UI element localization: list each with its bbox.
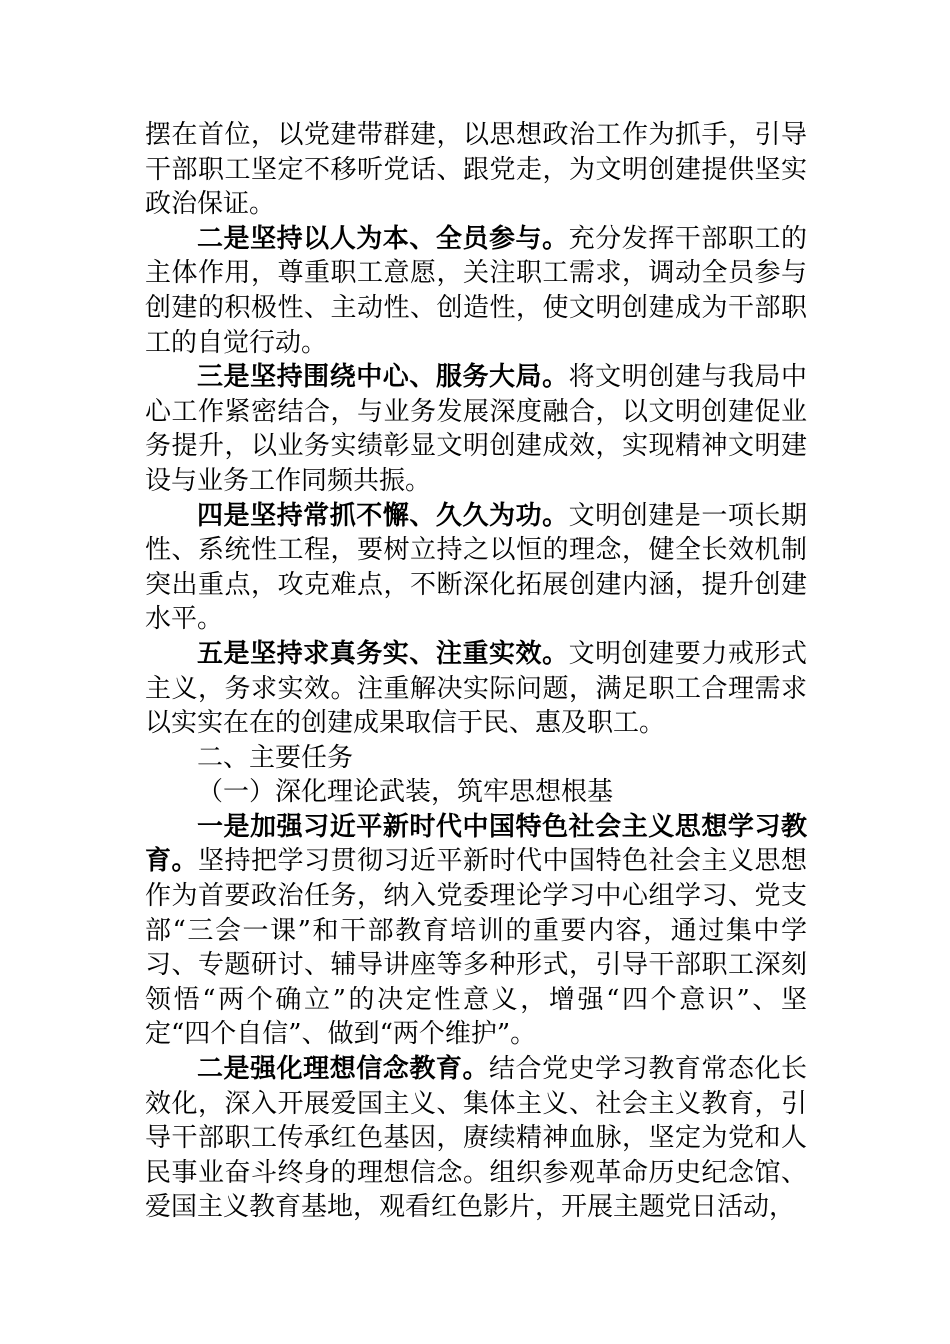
paragraph-lead: 三是坚持围绕中心、服务大局。 xyxy=(197,362,569,393)
paragraph-text: 文明创建是一项长期性、系统性工程，要树立持之以恒的理念，健全长效机制突出重点，攻克难点，不断深化拓展创建内涵，提升创建水平。 xyxy=(145,500,807,635)
paragraph-text: 充分发挥干部职工的主体作用，尊重职工意愿，关注职工需求，调动全员参与创建的积极性、主动性、创造性，使文明创建成为干部职工的自觉行动。 xyxy=(145,223,807,358)
subsection-heading xyxy=(145,775,807,810)
paragraph-lead: 四是坚持常抓不懈、久久为功。 xyxy=(197,500,569,531)
paragraph-text: 结合党史学习教育常态化长效化，深入开展爱国主义、集体主义、社会主义教育，引导干部职工传承红色基因，赓续精神血脉，坚定为党和人民事业奋斗终身的理想信念。组织参观革命历史纪念馆、爱国主义教育基地，观看红色影片，开展主题党日活动， xyxy=(145,1054,807,1223)
section-heading xyxy=(145,741,807,776)
paragraph-text: 文明创建要力戒形式主义，务求实效。注重解决实际问题，满足职工合理需求以实实在在的创建成果取信于民、惠及职工。 xyxy=(145,638,807,739)
paragraph-principle-5 xyxy=(145,637,807,741)
paragraph-text: 坚持把学习贯彻习近平新时代中国特色社会主义思想作为首要政治任务，纳入党委理论学习中心组学习、党支部“三会一课”和干部教育培训的重要内容，通过集中学习、专题研讨、辅导讲座等多种形式，引导干部职工深刻领悟“两个确立”的决定性意义，增强“四个意识”、坚定“四个自信”、做到“两个维护”。 xyxy=(145,846,807,1050)
paragraph-task-2 xyxy=(145,1052,807,1225)
section-heading-text: 二、主要任务 xyxy=(197,742,354,773)
document-page xyxy=(145,118,807,1225)
paragraph-task-1 xyxy=(145,810,807,1052)
paragraph-lead: 二是坚持以人为本、全员参与。 xyxy=(197,223,569,254)
paragraph-continuation xyxy=(145,118,807,222)
paragraph-lead: 五是坚持求真务实、注重实效。 xyxy=(197,638,569,669)
paragraph-principle-3 xyxy=(145,360,807,498)
paragraph-principle-4 xyxy=(145,499,807,637)
paragraph-text: 将文明创建与我局中心工作紧密结合，与业务发展深度融合，以文明创建促业务提升，以业务实绩彰显文明创建成效，实现精神文明建设与业务工作同频共振。 xyxy=(145,362,807,496)
paragraph-lead: 一是加强习近平新时代中国特色社会主义思想学习教育。 xyxy=(145,811,807,877)
paragraph-text: 摆在首位，以党建带群建，以思想政治工作为抓手，引导干部职工坚定不移听党话、跟党走，为文明创建提供坚实政治保证。 xyxy=(145,120,807,220)
paragraph-principle-2 xyxy=(145,222,807,360)
subsection-heading-text: （一）深化理论武装，筑牢思想根基 xyxy=(197,777,614,808)
paragraph-lead: 二是强化理想信念教育。 xyxy=(197,1054,489,1085)
